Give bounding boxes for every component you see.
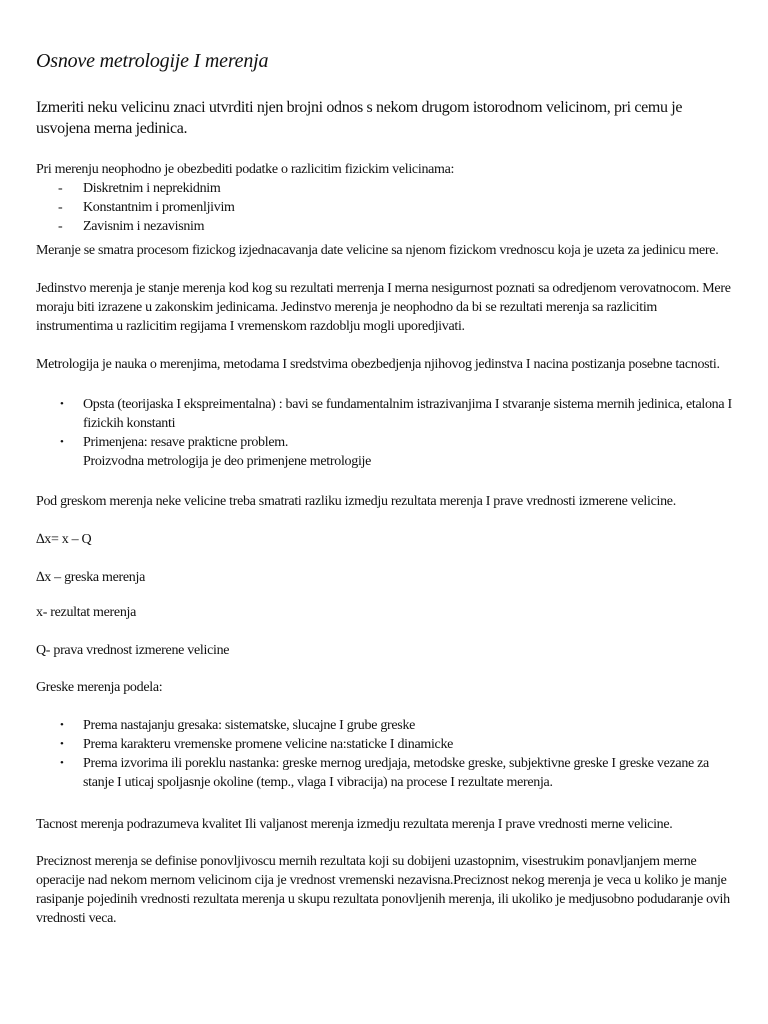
paragraph-unity: Jedinstvo merenja je stanje merenja kod kog su rezultati merrenja I merna nesigurnost poznati sa odredjenom verovatnocom. Mere moraju biti izrazene u zakonskim jedinicama. Jedinstvo merenja je neophodno da bi se rezultati merenja sa razlicitim instrumentima u razlicitim regijama I vremenskom razdoblju mogli uporedjivati. [36, 281, 731, 334]
list-item: • Prema karakteru vremenske promene velicine na:staticke I dinamicke [60, 737, 454, 752]
paragraph-precision: Preciznost merenja se definise ponovljivoscu mernih rezultata koji su dobijeni uzastopnim, visestrukim ponavljanjem merne operacije nad nekom mernom velicinom cija je vrednost vremenski nezavisna.Preciznost nekog merenja je veca u koliko je manje rasipanje pojedinih vrednosti rezultata merenja u skupu rezultata ponovljenih merenja, ili ukoliko je medjusobno podudaranje ovih vrednosti veca. [36, 854, 730, 926]
list-item: - Diskretnim i neprekidnim [58, 181, 221, 196]
intro-paragraph: Izmeriti neku velicinu znaci utvrditi njen brojni odnos s nekom drugom istorodnom velicinom, pri cemu je usvojena merna jedinica. [36, 99, 683, 137]
error-types-list [36, 716, 736, 792]
quantity-types-list [36, 179, 235, 236]
dash-marker: - [58, 200, 63, 215]
paragraph-measuring: Meranje se smatra procesom fizickog izjednacavanja date velicine sa njenom fizickom vrednoscu koja je uzeta za jedinicu mere. [36, 243, 719, 258]
definition-delta-x: ∆x – greska merenja [36, 570, 145, 585]
list-item: - Zavisnim i nezavisnim [58, 219, 205, 234]
bullet-marker: • [60, 757, 64, 769]
list-item: • Prema nastajanju gresaka: sistematske, slucajne I grube greske [60, 718, 416, 733]
dash-marker: - [58, 219, 63, 234]
paragraph-quantities: Pri merenju neophodno je obezbediti podatke o razlicitim fizickim velicinama: [36, 162, 455, 177]
metrology-types-list [36, 395, 736, 471]
definition-x: x- rezultat merenja [36, 605, 137, 620]
paragraph-error-division: Greske merenja podela: [36, 680, 163, 695]
bullet-marker: • [60, 719, 64, 731]
paragraph-accuracy: Tacnost merenja podrazumeva kvalitet Ili valjanost merenja izmedju rezultata merenja I prave vrednosti merne velicine. [36, 817, 673, 832]
bullet-marker: • [60, 738, 64, 750]
paragraph-metrology: Metrologija je nauka o merenjima, metodama I sredstvima obezbedjenja njihovog jedinstva I nacina postizanja posebne tacnosti. [36, 357, 720, 372]
list-item: • Prema izvorima ili poreklu nastanka: greske mernog uredjaja, metodske greske, subjektivne greske I greske vezane za stanje I uticaj spoljasnje okoline (temp., vlaga I vibracija) na procese I rezultate merenja. [60, 756, 709, 790]
error-formula: ∆x= x – Q [36, 532, 92, 547]
paragraph-error: Pod greskom merenja neke velicine treba smatrati razliku izmedju rezultata merenja I prave vrednosti izmerene velicine. [36, 494, 676, 509]
list-item: • Primenjena: resave prakticne problem. Proizvodna metrologija je deo primenjene metrologije [60, 435, 372, 469]
definition-q: Q- prava vrednost izmerene velicine [36, 643, 230, 658]
list-item: - Konstantnim i promenljivim [58, 200, 235, 215]
bullet-marker: • [60, 436, 64, 448]
dash-marker: - [58, 181, 63, 196]
document-title: Osnove metrologije I merenja [36, 50, 269, 72]
list-item: • Opsta (teorijaska I ekspreimentalna) : bavi se fundamentalnim istrazivanjima I stvaranje sistema mernih jedinica, etalona I fizickih konstanti [60, 397, 732, 431]
bullet-marker: • [60, 398, 64, 410]
